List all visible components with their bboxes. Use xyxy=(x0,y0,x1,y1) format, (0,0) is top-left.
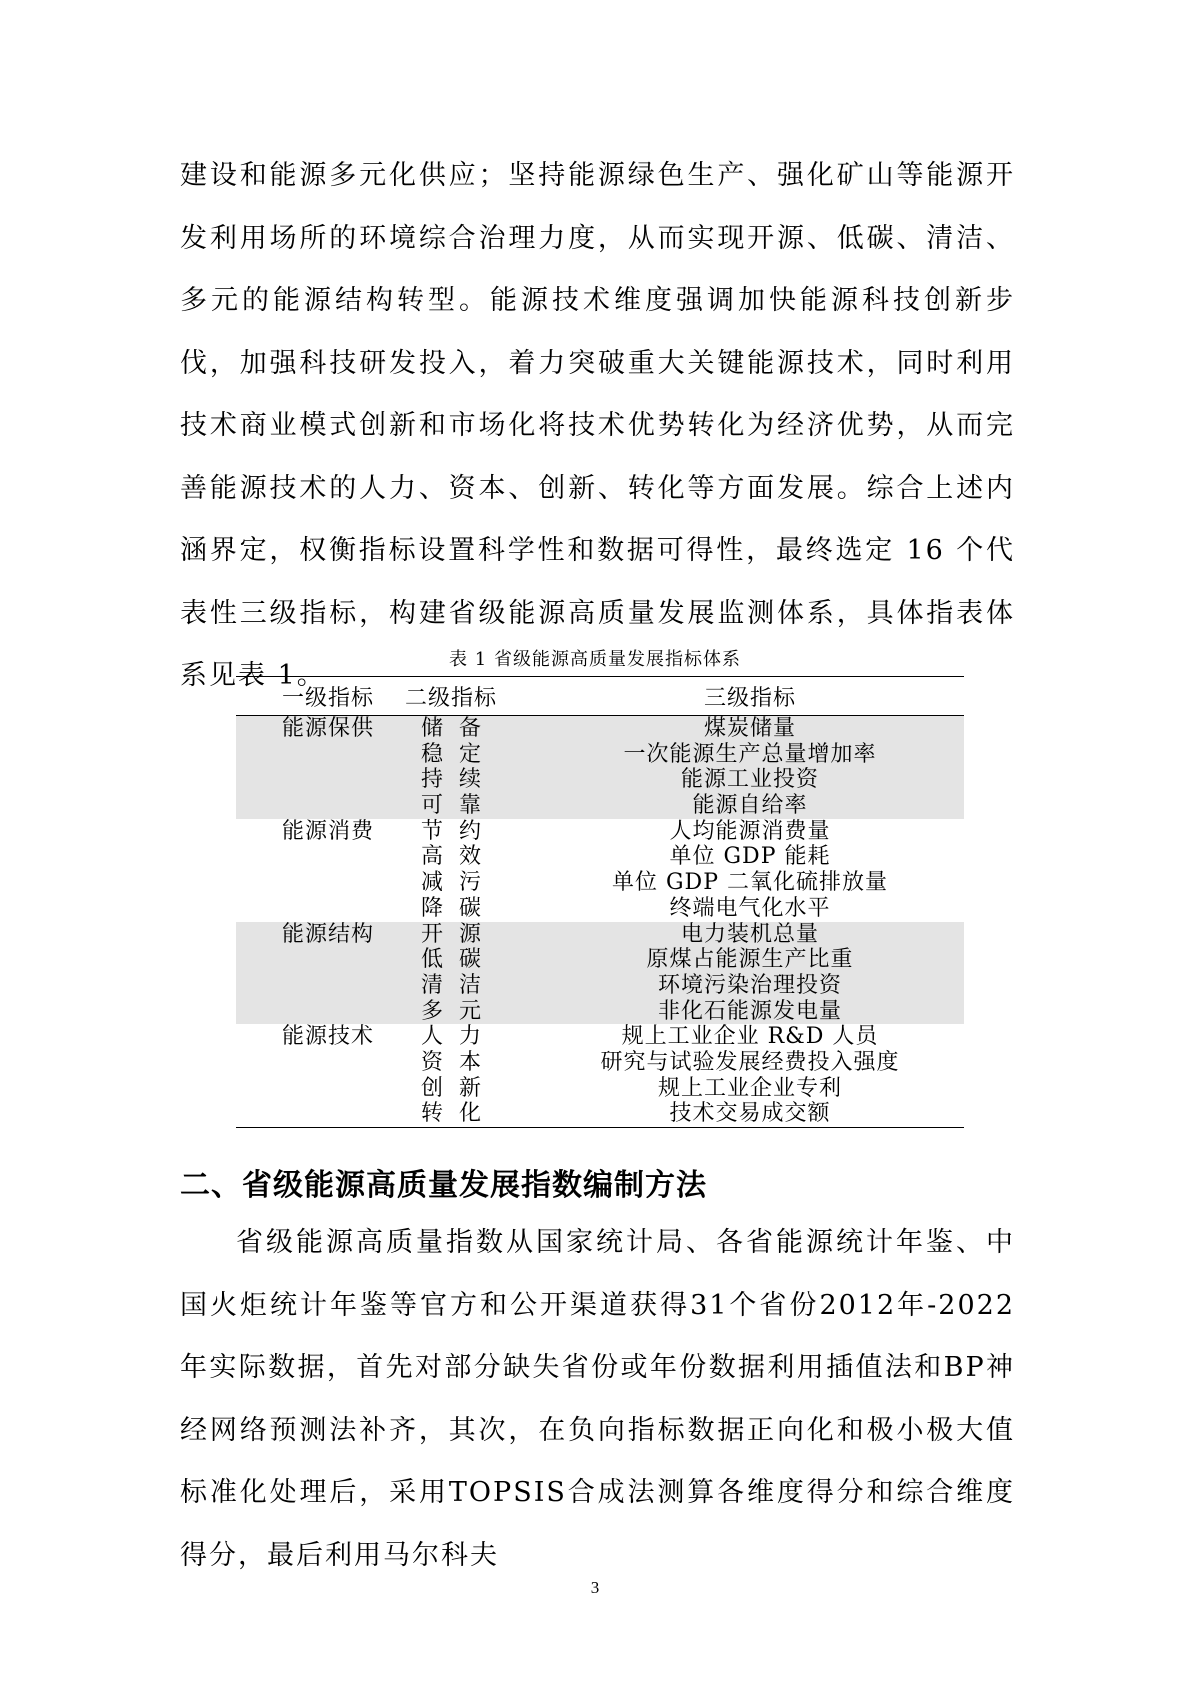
table-group-supply xyxy=(236,716,964,819)
table-row xyxy=(236,999,964,1025)
table-row xyxy=(236,1101,964,1127)
level3-cell: 单位 GDP 能耗 xyxy=(669,844,831,870)
table-row xyxy=(236,793,964,819)
level2-cell: 创新 xyxy=(420,1075,497,1101)
level2-cell: 减污 xyxy=(420,870,497,896)
table-row xyxy=(236,870,964,896)
level2-cell: 转化 xyxy=(420,1101,497,1127)
page-number: 3 xyxy=(590,1578,600,1597)
level3-cell: 终端电气化水平 xyxy=(669,895,831,921)
body-paragraph-2: 省级能源高质量指数从国家统计局、各省能源统计年鉴、中国火炬统计年鉴等官方和公开渠道获得31个省份2012年-2022年实际数据，首先对部分缺失省份或年份数据利用插值法和BP神经网络预测法补齐，其次，在负向指标数据正向化和极小极大值标准化处理后，采用TOPSIS合成法测算各维度得分和综合维度得分，最后利用马尔科夫 xyxy=(180,1227,1015,1571)
level2-cell: 低碳 xyxy=(420,947,497,973)
level3-cell: 原煤占能源生产比重 xyxy=(646,947,854,973)
header-level2: 二级指标 xyxy=(404,685,497,711)
level3-cell: 电力装机总量 xyxy=(680,921,819,947)
level3-cell: 规上工业企业 R&D 人员 xyxy=(621,1024,879,1050)
level2-cell: 资本 xyxy=(420,1049,497,1075)
level1-cell: 能源结构 xyxy=(282,921,375,947)
body-paragraph-1: 建设和能源多元化供应；坚持能源绿色生产、强化矿山等能源开发利用场所的环境综合治理力度，从而实现开源、低碳、清洁、多元的能源结构转型。能源技术维度强调加快能源科技创新步伐，加强科技研发投入，着力突破重大关键能源技术，同时利用技术商业模式创新和市场化将技术优势转化为经济优势，从而完善能源技术的人力、资本、创新、转化等方面发展。综合上述内涵界定，权衡指标设置科学性和数据可得性，最终选定 16 个代表性三级指标，构建省级能源高质量发展监测体系，具体指表体系见表 1。 xyxy=(180,160,1015,691)
level2-cell: 清洁 xyxy=(420,972,497,998)
table-row xyxy=(236,973,964,999)
level3-cell: 环境污染治理投资 xyxy=(657,972,842,998)
section-heading: 二、省级能源高质量发展指数编制方法 xyxy=(180,1168,707,1203)
level3-cell: 技术交易成交额 xyxy=(669,1101,831,1127)
level2-cell: 持续 xyxy=(420,767,497,793)
table-row xyxy=(236,922,964,948)
level3-cell: 研究与试验发展经费投入强度 xyxy=(600,1049,900,1075)
table-row xyxy=(236,1050,964,1076)
indicator-table xyxy=(236,676,964,1128)
table-group-consumption xyxy=(236,819,964,922)
level2-cell: 稳定 xyxy=(420,741,497,767)
level2-cell: 高效 xyxy=(420,844,497,870)
table-caption: 表 1 省级能源高质量发展指标体系 xyxy=(449,649,741,670)
level3-cell: 能源自给率 xyxy=(692,793,808,819)
level3-cell: 单位 GDP 二氧化硫排放量 xyxy=(611,870,888,896)
table-row xyxy=(236,742,964,768)
level1-cell: 能源技术 xyxy=(282,1024,375,1050)
level3-cell: 能源工业投资 xyxy=(680,767,819,793)
table-row xyxy=(236,819,964,845)
table-group-technology xyxy=(236,1024,964,1127)
table-row xyxy=(236,767,964,793)
header-level3: 三级指标 xyxy=(703,685,796,711)
level3-cell: 一次能源生产总量增加率 xyxy=(623,741,877,767)
level1-cell: 能源消费 xyxy=(282,818,375,844)
level2-cell: 多元 xyxy=(420,998,497,1024)
table-row xyxy=(236,947,964,973)
level2-cell: 开源 xyxy=(420,921,497,947)
table-header-row xyxy=(236,677,964,716)
table-row xyxy=(236,1024,964,1050)
table-row xyxy=(236,896,964,922)
level2-cell: 储备 xyxy=(420,716,497,741)
table-row xyxy=(236,1076,964,1102)
level2-cell: 节约 xyxy=(420,818,497,844)
level2-cell: 可靠 xyxy=(420,793,497,819)
header-level1: 一级指标 xyxy=(282,685,375,711)
level2-cell: 人力 xyxy=(420,1024,497,1050)
level3-cell: 人均能源消费量 xyxy=(669,818,831,844)
table-row xyxy=(236,844,964,870)
level3-cell: 规上工业企业专利 xyxy=(657,1075,842,1101)
level3-cell: 非化石能源发电量 xyxy=(657,998,842,1024)
table-row xyxy=(236,716,964,742)
level1-cell: 能源保供 xyxy=(282,716,375,741)
level3-cell: 煤炭储量 xyxy=(703,716,796,741)
level2-cell: 降碳 xyxy=(420,895,497,921)
table-group-structure xyxy=(236,922,964,1025)
